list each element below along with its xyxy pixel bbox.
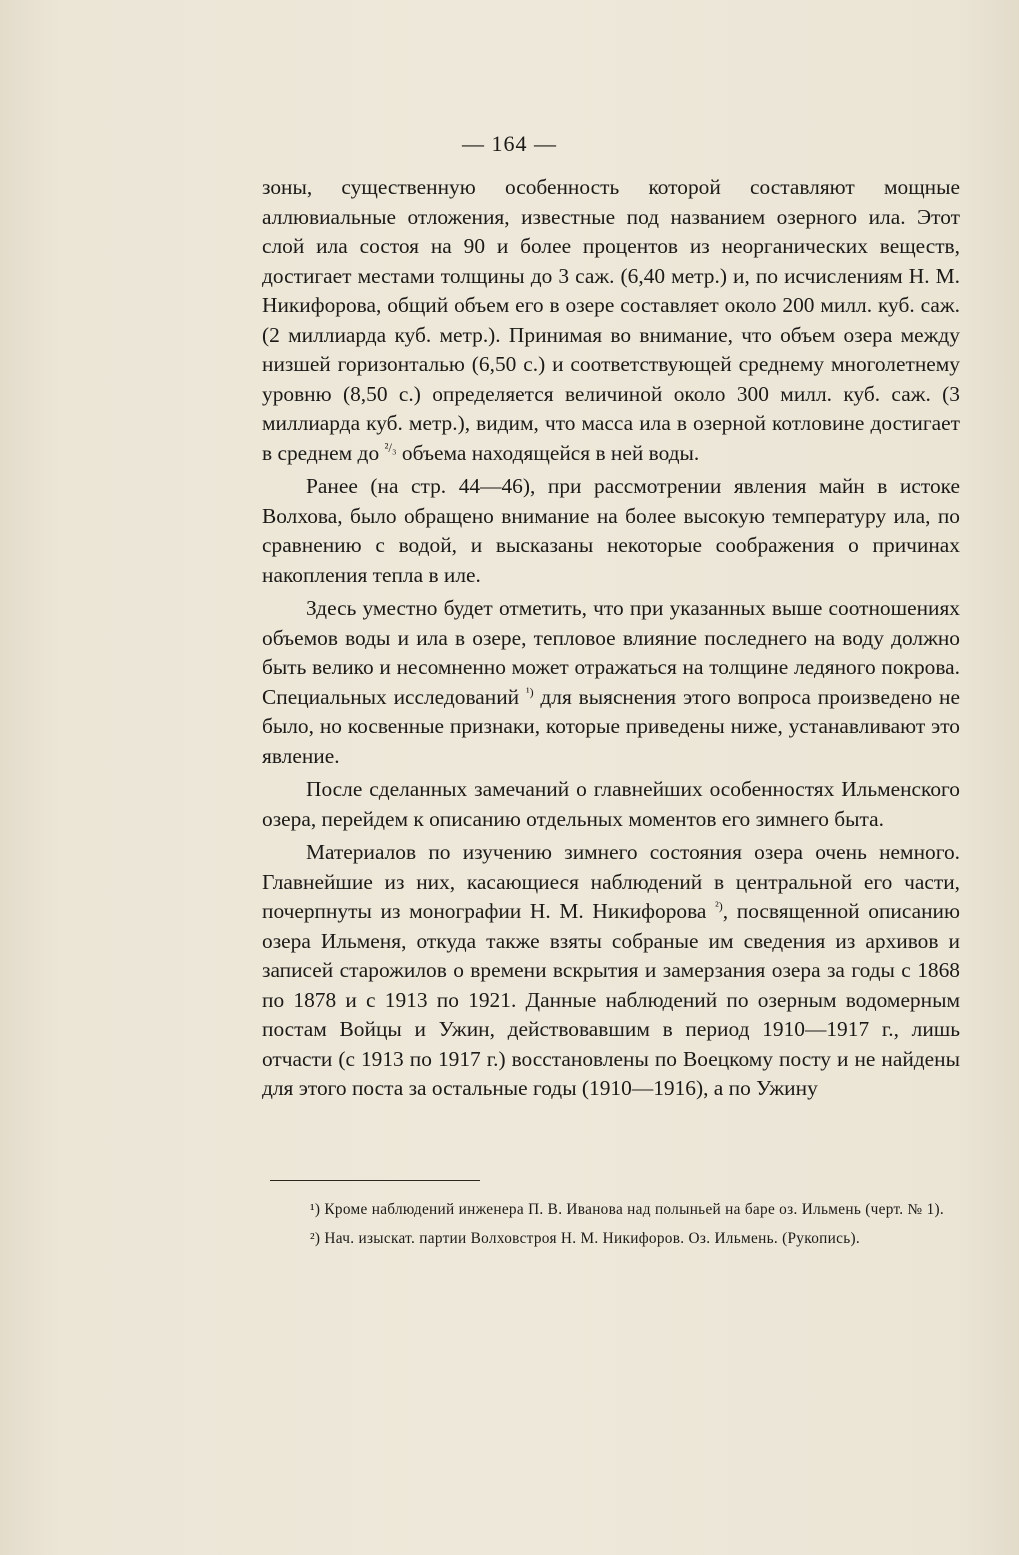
footnote-ref-2[interactable]: ²) [715,898,723,913]
footnote-divider [270,1180,480,1181]
page-number: — 164 — [462,131,557,156]
footnotes [270,1198,960,1251]
paragraph-5 [262,838,960,1104]
fraction-two-thirds: ²/₃ [384,439,397,455]
footnote-ref-1[interactable]: ¹) [525,684,534,699]
paragraph-1-tail: объема находящейся в ней воды. [396,440,700,465]
body-text [262,173,960,1104]
paragraph-3 [262,594,960,771]
paragraph-5-continuation: Данные наблюдений по озерным водомерным постам Войцы и Ужин, действовавшим в период 1910—1917 г., лишь отчасти (с 1913 по 1917 г.) восстановлены по Воецкому посту и не найдены для этого поста за остальные годы (1910—1916), а по Ужину [262,987,960,1100]
paragraph-2: Ранее (на стр. 44—46), при рассмотрении явления майн в истоке Волхова, было обращено внимание на более высокую температуру ила, по сравнению с водой, и высказаны некоторые соображения о причинах накопления тепла в иле. [262,474,960,587]
paragraph-3-text: Здесь уместно будет отметить, что при указанных выше соотношениях объемов воды и ила в озере, тепловое влияние последнего на воду должно быть велико и несомненно может отражаться на толщине ледяного покрова. Специальных исследований [262,596,960,709]
paragraph-1 [262,173,960,468]
footnote-1: ¹) Кроме наблюдений инженера П. В. Иванова над полыньей на баре оз. Ильмень (черт. № 1). [310,1201,945,1218]
paragraph-3-tail: для выяснения этого вопроса произведено не было, но косвенные признаки, которые приведены ниже, устанавливают это явление. [262,684,960,768]
paragraph-1-text: зоны, существенную особенность которой составляют мощные аллювиальные отложения, известные под названием озерного ила. Этот слой ила состоя на 90 и более процентов из неорганических веществ, достигает местами толщины до 3 саж. (6,40 метр.) и, по исчислениям Н. М. Никифорова, общий объем его в озере составляет около 200 милл. куб. саж. (2 миллиарда куб. метр.). Принимая во внимание, что объем озера между низшей горизонталью (6,50 с.) и соответствующей среднему многолетнему уровню (8,50 с.) определяется величиной около 300 милл. куб. саж. (3 миллиарда куб. метр.), видим, что масса ила в озерной котловине достигает в среднем до [262,175,960,465]
paragraph-4: После сделанных замечаний о главнейших особенностях Ильменского озера, перейдем к описанию отдельных моментов его зимнего быта. [262,777,960,831]
footnote-2: ²) Нач. изыскат. партии Волховстроя Н. М. Никифоров. Оз. Ильмень. (Рукопись). [310,1230,861,1247]
paragraph-5-text: Материалов по изучению зимнего состояния озера очень немного. Главнейшие из них, касающиеся наблюдений в центральной его части, почерпнуты из монографии Н. М. Никифорова [262,840,960,923]
paragraph-5-tail: , посвященной описанию озера Ильменя, откуда также взяты собраные им сведения из архивов и записей старожилов о времени вскрытия и замерзания озера за годы с 1868 по 1878 и с 1913 по 1921. [262,899,960,1012]
